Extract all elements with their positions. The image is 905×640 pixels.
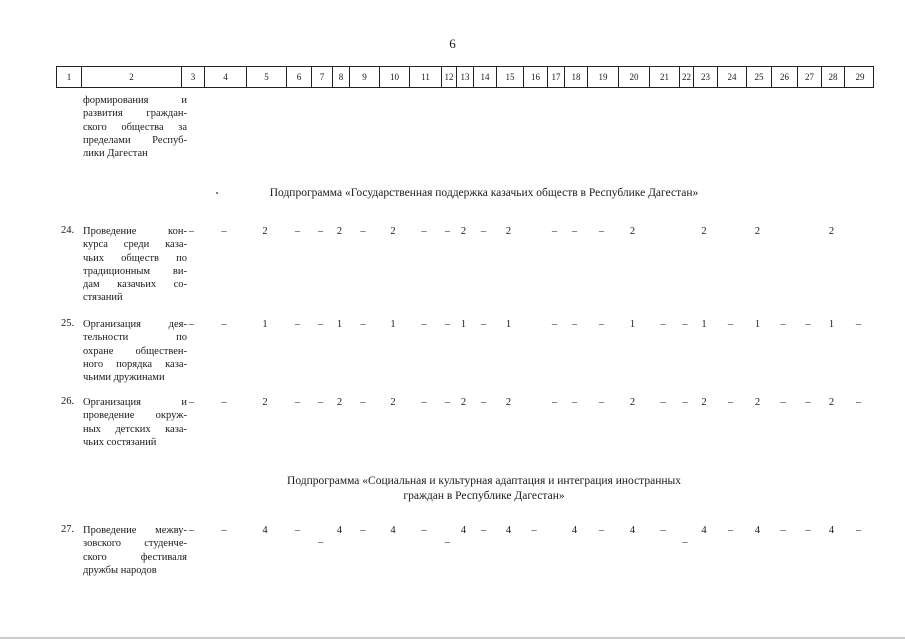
row-description (83, 225, 187, 305)
header-col-24: 24 (717, 67, 746, 87)
cell-dash: – (421, 226, 427, 237)
cell-value: 4 (571, 525, 578, 536)
header-col-14: 14 (473, 67, 496, 87)
cell-dash: – (598, 319, 605, 330)
cell-value: 4 (701, 525, 707, 536)
cell-value: 2 (390, 226, 396, 237)
continuation-text (83, 94, 187, 160)
cell-dash: – (221, 319, 227, 330)
cell-value: 4 (629, 525, 636, 536)
header-col-22: 22 (679, 67, 693, 87)
cell-value: 1 (336, 319, 343, 330)
cell-value: 2 (629, 226, 636, 237)
cell-dash: – (294, 226, 301, 237)
header-col-6: 6 (286, 67, 311, 87)
cell-dash: – (444, 319, 451, 330)
cell-dash: – (294, 397, 301, 408)
header-col-10: 10 (379, 67, 409, 87)
cell-value: 2 (460, 397, 467, 408)
cell-value: 2 (262, 397, 268, 408)
cell-value: 2 (629, 397, 636, 408)
cell-dash: – (421, 525, 427, 536)
cell-dash: – (598, 525, 605, 536)
cell-dash: – (805, 525, 811, 536)
cell-dash: – (360, 525, 366, 536)
row-number: 27. (61, 524, 75, 535)
cell-dash: – (805, 319, 811, 330)
cell-dash: – (598, 226, 605, 237)
header-col-11: 11 (409, 67, 441, 87)
text-line: дружбы народов (83, 564, 157, 576)
cell-value: 2 (828, 397, 835, 408)
text-line: ных детских каза- (83, 423, 187, 435)
cell-dash: – (855, 397, 862, 408)
header-col-1: 1 (66, 72, 72, 82)
text-line: формирования и (83, 95, 187, 106)
text-line: ского фестиваля (83, 551, 187, 563)
cell-dash: – (360, 397, 366, 408)
header-col-27: 27 (797, 67, 821, 87)
row-number: 26. (61, 396, 75, 407)
cell-dash: – (660, 525, 666, 536)
cell-dash: – (727, 397, 734, 408)
header-col-7: 7 (311, 67, 332, 87)
cell-dash: – (855, 319, 862, 330)
cell-dash: – (317, 537, 324, 548)
cell-dash: – (360, 226, 366, 237)
cell-dash: – (480, 226, 487, 237)
header-col-8: 8 (332, 67, 349, 87)
cell-dash: – (480, 525, 487, 536)
header-col-23: 23 (693, 67, 717, 87)
cell-dash: – (780, 397, 786, 408)
page-number: 6 (449, 36, 456, 51)
header-col-16: 16 (523, 67, 547, 87)
text-line: тельности по (83, 332, 187, 344)
cell-dash: – (682, 537, 688, 548)
text-line: Проведение межву- (83, 525, 187, 536)
cell-value: 2 (262, 226, 268, 237)
header-col-20: 20 (618, 67, 649, 87)
cell-value: 1 (754, 319, 761, 330)
text-line: Организация дея- (83, 319, 187, 330)
text-line: охране обществен- (83, 345, 187, 357)
text-line: чьими дружинами (83, 372, 165, 384)
cell-value: 2 (390, 397, 396, 408)
scan-speck (216, 192, 218, 194)
text-line: Организация и (83, 397, 187, 408)
cell-dash: – (221, 397, 227, 408)
subprogram-heading-2-line2: граждан в Республике Дагестан» (403, 490, 565, 502)
cell-dash: – (682, 397, 688, 408)
header-col-26: 26 (771, 67, 797, 87)
header-col-15: 15 (496, 67, 523, 87)
cell-dash: – (421, 397, 427, 408)
header-col-17: 17 (547, 67, 564, 87)
cell-dash: – (805, 397, 811, 408)
row-number: 25. (61, 318, 75, 329)
cell-value: 1 (262, 319, 268, 330)
text-line: традиционным ви- (83, 265, 187, 277)
text-line: зовского студенче- (83, 538, 187, 550)
cell-dash: – (660, 319, 666, 330)
cell-dash: – (444, 537, 451, 548)
text-line: проведение окруж- (83, 410, 187, 422)
text-line: чьих обществ по (83, 252, 187, 264)
cell-dash: – (317, 397, 324, 408)
header-col-13: 13 (456, 67, 473, 87)
text-line: пределами Респуб- (83, 134, 187, 146)
cell-dash: – (188, 226, 195, 237)
cell-dash: – (571, 397, 578, 408)
text-line: лики Дагестан (83, 148, 148, 160)
cell-dash: – (531, 525, 537, 536)
cell-dash: – (444, 397, 451, 408)
header-col-29: 29 (844, 67, 875, 87)
cell-value: 2 (460, 226, 467, 237)
cell-value: 2 (701, 397, 707, 408)
cell-dash: – (294, 319, 301, 330)
cell-dash: – (571, 319, 578, 330)
cell-value: 4 (336, 525, 343, 536)
cell-dash: – (317, 319, 324, 330)
cell-dash: – (551, 319, 558, 330)
cell-dash: – (480, 319, 487, 330)
cell-value: 4 (390, 525, 396, 536)
cell-value: 2 (754, 226, 761, 237)
cell-dash: – (682, 319, 688, 330)
text-line: ского общества за (83, 121, 187, 133)
header-col-3: 3 (181, 67, 204, 87)
table-header-row (56, 66, 874, 88)
cell-dash: – (660, 397, 666, 408)
header-col-12: 12 (441, 67, 456, 87)
cell-dash: – (480, 397, 487, 408)
cell-dash: – (727, 319, 734, 330)
cell-dash: – (598, 397, 605, 408)
cell-dash: – (221, 226, 227, 237)
cell-value: 1 (701, 319, 707, 330)
cell-dash: – (571, 226, 578, 237)
cell-value: 4 (505, 525, 512, 536)
cell-value: 1 (390, 319, 396, 330)
cell-value: 2 (336, 397, 343, 408)
cell-value: 4 (754, 525, 761, 536)
cell-value: 1 (505, 319, 512, 330)
cell-dash: – (421, 319, 427, 330)
cell-value: 1 (828, 319, 835, 330)
cell-dash: – (444, 226, 451, 237)
row-description (83, 524, 187, 577)
cell-dash: – (294, 525, 301, 536)
text-line: курса среди каза- (83, 239, 187, 251)
header-col-4: 4 (204, 67, 246, 87)
cell-dash: – (221, 525, 227, 536)
cell-dash: – (727, 525, 734, 536)
cell-value: 2 (754, 397, 761, 408)
header-col-19: 19 (587, 67, 618, 87)
cell-value: 2 (336, 226, 343, 237)
header-col-28: 28 (821, 67, 844, 87)
cell-dash: – (317, 226, 324, 237)
header-col-9: 9 (349, 67, 379, 87)
cell-value: 4 (262, 525, 268, 536)
text-line: Проведение кон- (83, 226, 187, 237)
cell-dash: – (360, 319, 366, 330)
cell-dash: – (188, 525, 195, 536)
cell-value: 4 (828, 525, 835, 536)
scan-edge (0, 637, 905, 639)
text-line: дам казачьих со- (83, 279, 187, 291)
row-description (83, 396, 187, 449)
header-col-18: 18 (564, 67, 587, 87)
text-line: развития граждан- (83, 108, 187, 120)
subprogram-heading-2-line1: Подпрограмма «Социальная и культурная адаптация и интеграция иностранных (287, 475, 681, 487)
cell-value: 1 (629, 319, 636, 330)
cell-dash: – (551, 226, 558, 237)
cell-dash: – (855, 525, 862, 536)
subprogram-heading-1: Подпрограмма «Государственная поддержка казачьих обществ в Республике Дагестан» (269, 187, 699, 199)
header-col-2: 2 (81, 67, 181, 87)
cell-value: 4 (460, 525, 467, 536)
header-col-25: 25 (746, 67, 771, 87)
text-line: ного порядка каза- (83, 358, 187, 370)
cell-value: 2 (828, 226, 835, 237)
cell-dash: – (780, 319, 786, 330)
cell-dash: – (188, 397, 195, 408)
text-line: чьих состязаний (83, 436, 157, 448)
cell-value: 1 (460, 319, 467, 330)
cell-value: 2 (505, 226, 512, 237)
header-col-21: 21 (649, 67, 679, 87)
cell-dash: – (188, 319, 195, 330)
row-number: 24. (61, 225, 75, 236)
row-description (83, 318, 187, 384)
cell-dash: – (551, 397, 558, 408)
header-col-5: 5 (246, 67, 286, 87)
text-line: стязаний (83, 292, 123, 304)
cell-dash: – (780, 525, 786, 536)
cell-value: 2 (701, 226, 707, 237)
cell-value: 2 (505, 397, 512, 408)
